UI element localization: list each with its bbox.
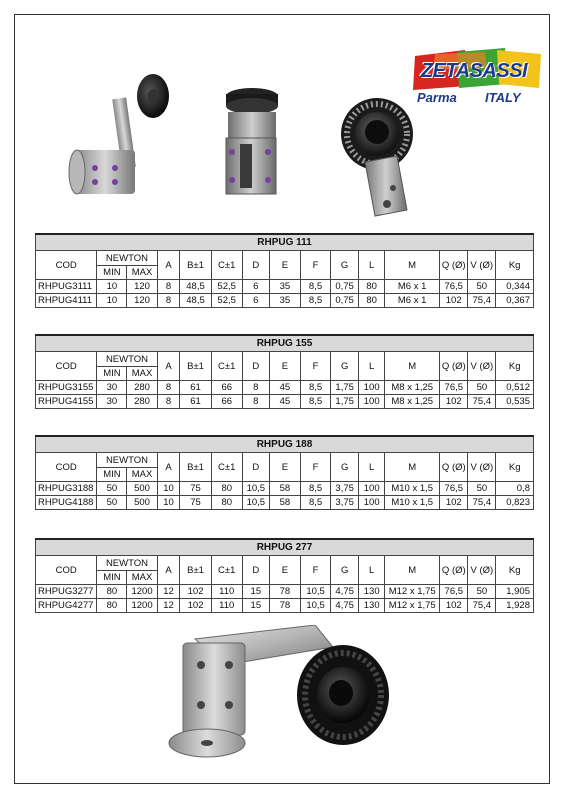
col-l: L (359, 352, 385, 381)
col-newton: NEWTON (97, 251, 157, 266)
col-m: M (385, 352, 440, 381)
col-m: M (385, 453, 440, 482)
col-b: B±1 (180, 251, 211, 280)
col-b: B±1 (180, 556, 211, 585)
col-f: F (300, 251, 330, 280)
col-v: V (Ø) (468, 251, 496, 280)
col-d: D (242, 556, 269, 585)
col-e: E (269, 453, 300, 482)
col-c: C±1 (211, 453, 242, 482)
col-m: M (385, 556, 440, 585)
tensioner-ribbed-image (335, 92, 425, 222)
col-v: V (Ø) (468, 556, 496, 585)
table-title: RHPUG 277 (36, 539, 534, 556)
col-d: D (242, 251, 269, 280)
table-row: RHPUG3111 10 120 8 48,5 52,5 6 35 8,5 0,75 80 M6 x 1 76,5 50 0,344 (36, 280, 534, 294)
col-cod: COD (36, 352, 97, 381)
table-title: RHPUG 111 (36, 234, 534, 251)
col-q: Q (Ø) (440, 251, 468, 280)
col-e: E (269, 251, 300, 280)
table-row: RHPUG4188 50 500 10 75 80 10,5 58 8,5 3,75 100 M10 x 1,5 102 75,4 0,823 (36, 496, 534, 510)
logo-city-text: Parma (417, 90, 457, 105)
col-f: F (301, 453, 331, 482)
logo-country-text: ITALY (485, 90, 521, 105)
col-g: G (331, 352, 359, 381)
col-f: F (301, 352, 331, 381)
col-max: MAX (127, 571, 157, 585)
col-e: E (269, 556, 300, 585)
table-row: RHPUG4155 30 280 8 61 66 8 45 8,5 1,75 100 M8 x 1,25 102 75,4 0,535 (36, 395, 534, 409)
col-q: Q (Ø) (440, 453, 468, 482)
col-g: G (331, 556, 359, 585)
col-min: MIN (97, 571, 127, 585)
zetasassi-logo (405, 48, 543, 108)
col-g: G (331, 251, 359, 280)
tensioner-block-image (210, 80, 290, 205)
col-v: V (Ø) (468, 352, 496, 381)
col-kg: Kg (496, 352, 534, 381)
col-c: C±1 (211, 556, 242, 585)
col-kg: Kg (496, 251, 534, 280)
table-row: RHPUG3277 80 1200 12 102 110 15 78 10,5 4,75 130 M12 x 1,75 76,5 50 1,905 (36, 585, 534, 599)
col-min: MIN (97, 266, 127, 280)
table-row: RHPUG4277 80 1200 12 102 110 15 78 10,5 4,75 130 M12 x 1,75 102 75,4 1,928 (36, 599, 534, 613)
col-g: G (331, 453, 359, 482)
tensioner-arm-image (65, 68, 175, 208)
col-l: L (359, 556, 385, 585)
col-a: A (157, 453, 180, 482)
col-c: C±1 (211, 352, 242, 381)
col-a: A (157, 556, 180, 585)
spec-table-rhpug-111 (35, 233, 534, 308)
col-v: V (Ø) (468, 453, 496, 482)
col-a: A (157, 251, 180, 280)
col-b: B±1 (180, 453, 211, 482)
col-m: M (385, 251, 440, 280)
col-d: D (242, 352, 269, 381)
col-c: C±1 (211, 251, 242, 280)
col-max: MAX (127, 266, 157, 280)
table-row: RHPUG3188 50 500 10 75 80 10,5 58 8,5 3,75 100 M10 x 1,5 76,5 50 0,8 (36, 482, 534, 496)
col-min: MIN (97, 468, 127, 482)
table-row: RHPUG3155 30 280 8 61 66 8 45 8,5 1,75 100 M8 x 1,25 76,5 50 0,512 (36, 381, 534, 395)
col-newton: NEWTON (97, 556, 157, 571)
col-cod: COD (36, 556, 97, 585)
col-newton: NEWTON (97, 352, 157, 367)
table-row: RHPUG4111 10 120 8 48,5 52,5 6 35 8,5 0,75 80 M6 x 1 102 75,4 0,367 (36, 294, 534, 308)
col-l: L (359, 453, 385, 482)
table-title: RHPUG 188 (36, 436, 534, 453)
col-newton: NEWTON (97, 453, 157, 468)
col-f: F (301, 556, 331, 585)
col-max: MAX (127, 367, 157, 381)
spec-table-rhpug-188 (35, 435, 534, 510)
col-b: B±1 (180, 352, 211, 381)
col-cod: COD (36, 453, 97, 482)
col-a: A (157, 352, 180, 381)
table-title: RHPUG 155 (36, 335, 534, 352)
col-e: E (269, 352, 300, 381)
col-cod: COD (36, 251, 97, 280)
tensioner-large-image (165, 625, 395, 770)
col-q: Q (Ø) (440, 352, 468, 381)
spec-table-rhpug-155 (35, 334, 534, 409)
col-d: D (242, 453, 269, 482)
col-kg: Kg (496, 556, 534, 585)
col-min: MIN (97, 367, 127, 381)
col-kg: Kg (496, 453, 534, 482)
col-max: MAX (127, 468, 157, 482)
logo-brand-text: ZETASASSI (420, 60, 528, 82)
col-l: L (359, 251, 385, 280)
col-q: Q (Ø) (440, 556, 468, 585)
spec-table-rhpug-277 (35, 538, 534, 613)
